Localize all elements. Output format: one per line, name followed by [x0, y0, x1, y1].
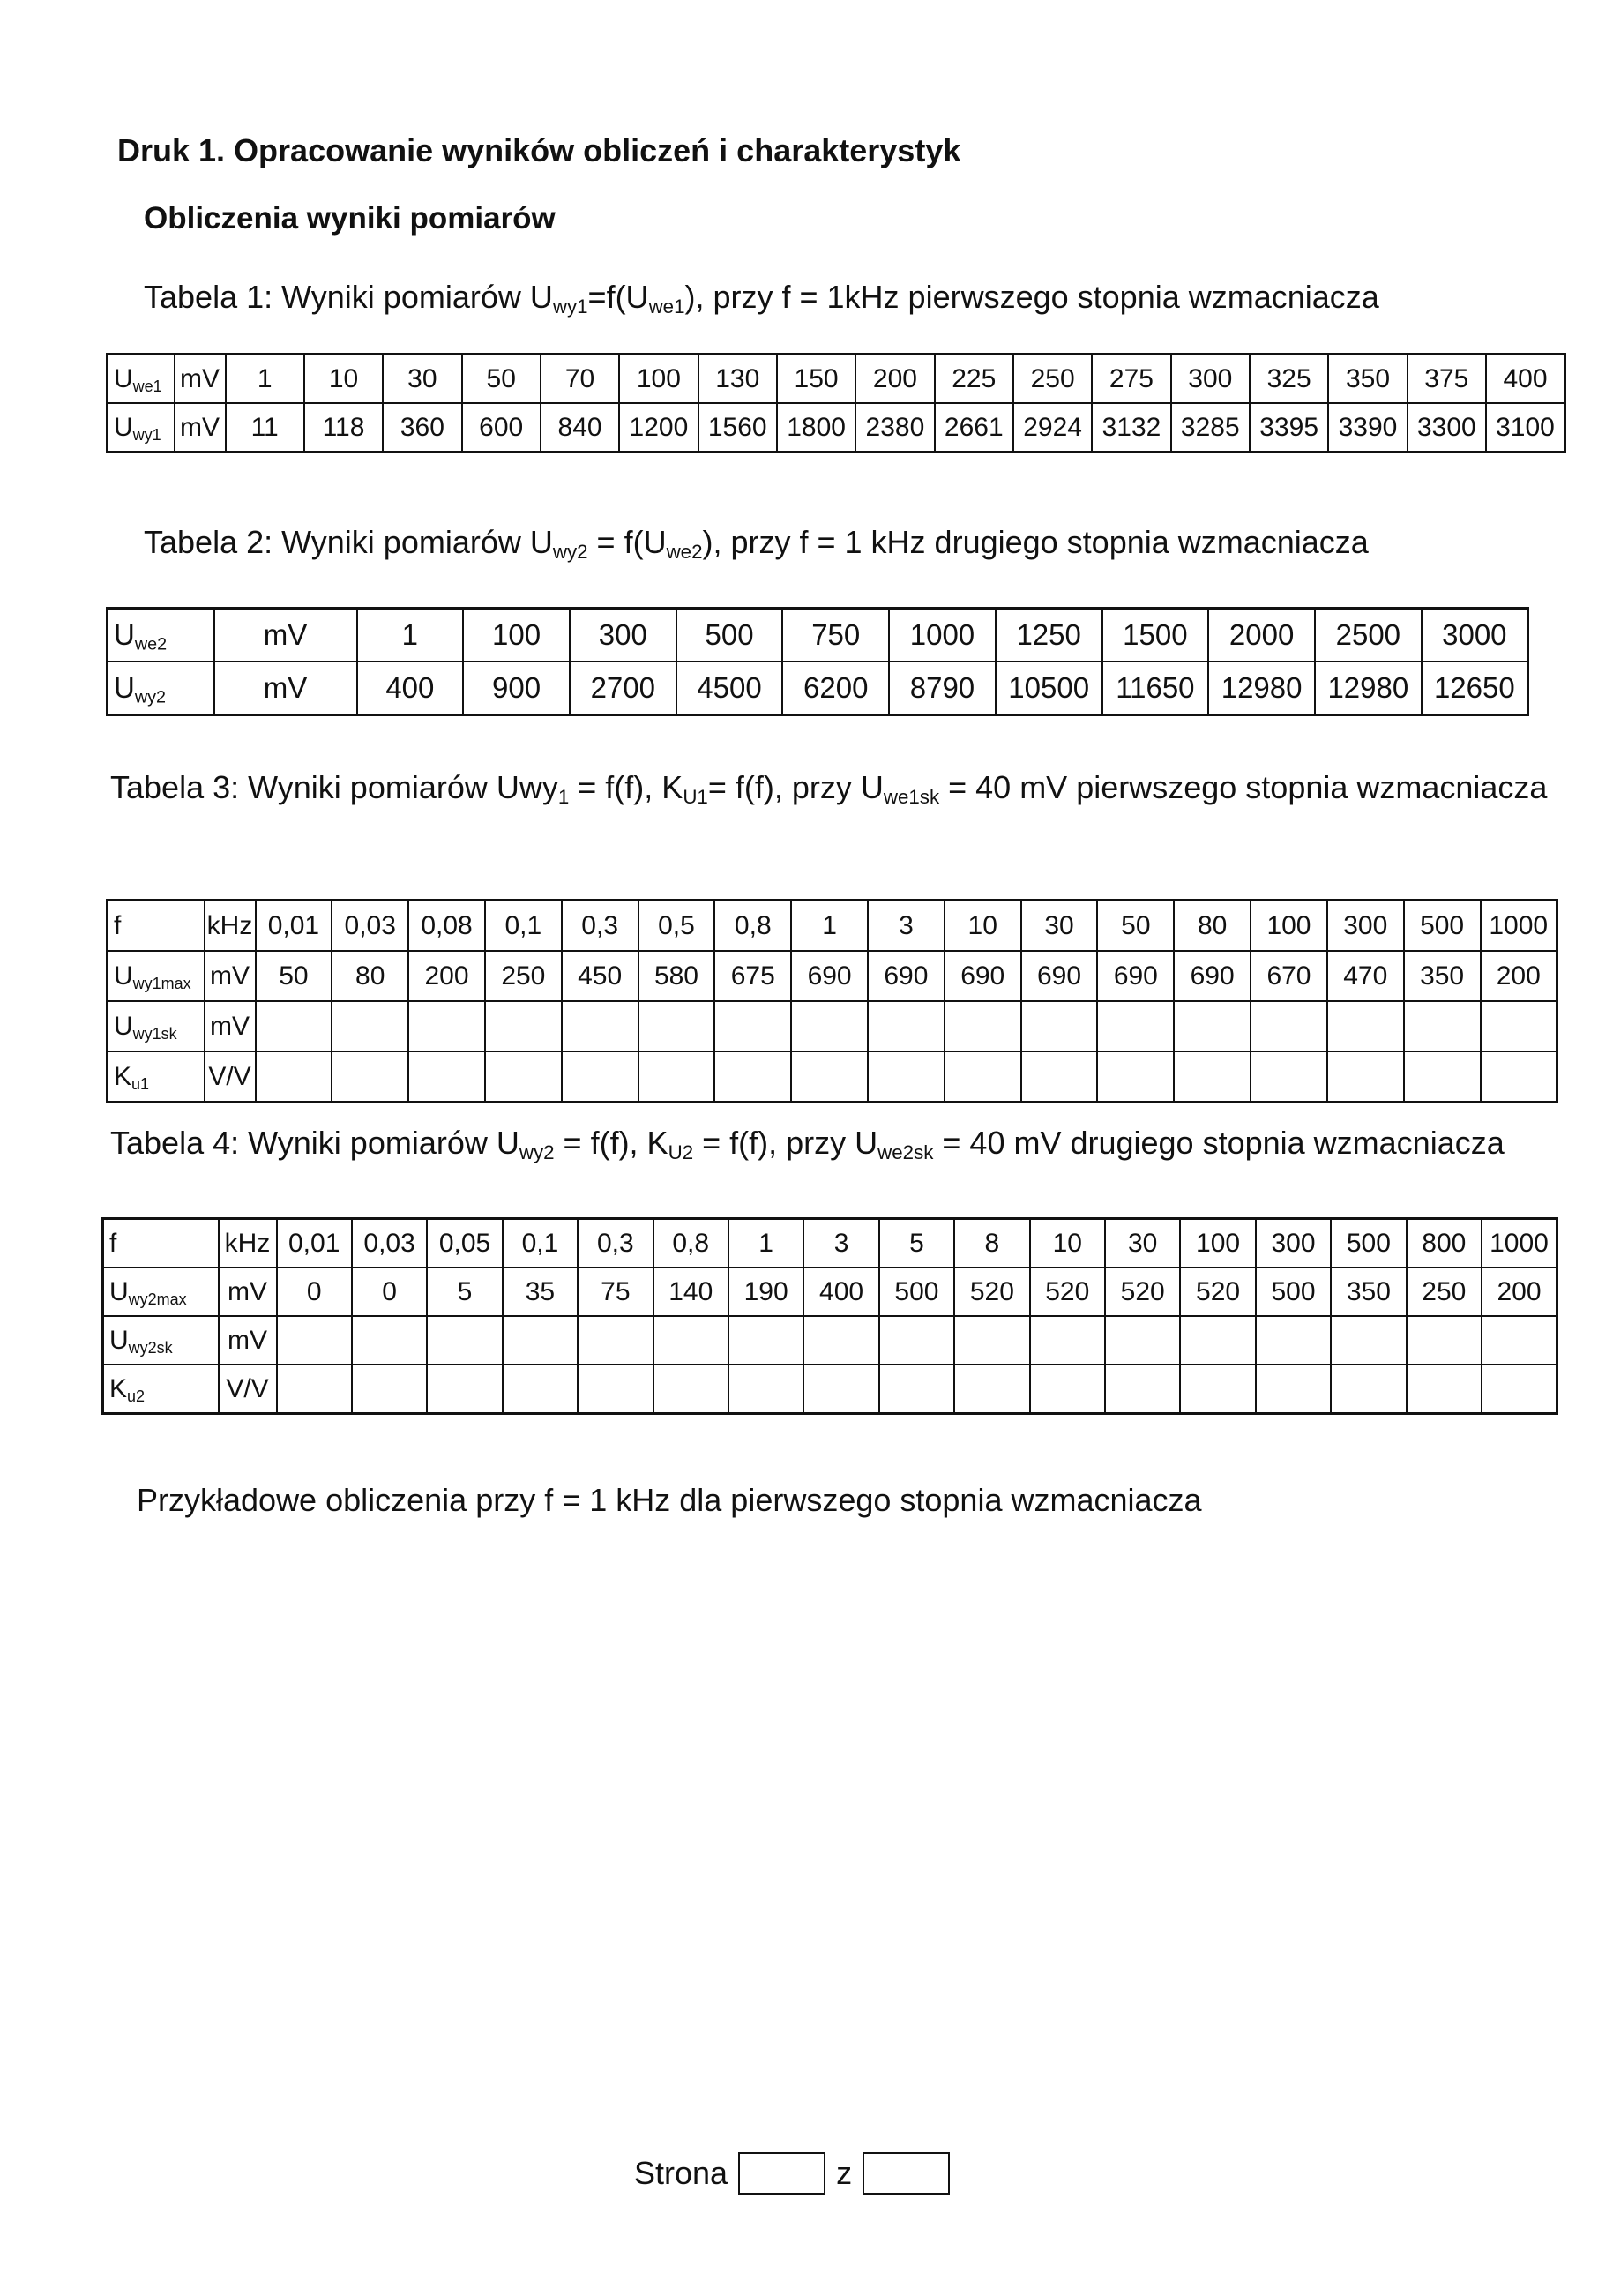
value-cell: 0,5 [638, 901, 715, 952]
value-cell[interactable] [1105, 1365, 1180, 1414]
value-cell: 30 [1105, 1219, 1180, 1268]
value-cell[interactable] [1180, 1365, 1255, 1414]
value-cell: 0,03 [332, 901, 408, 952]
table-row [108, 901, 1557, 952]
value-cell: 375 [1408, 355, 1486, 404]
value-cell: 225 [935, 355, 1013, 404]
table3-caption: Tabela 3: Wyniki pomiarów Uwy$_1$ = f(f), $K_{U1}= f(f)$, przy $U_{we1sk} = 40$ mV pierwszego stopnia wzmacniacza [110, 769, 1548, 809]
value-cell: 1250 [996, 609, 1102, 662]
unit-cell: V/V [205, 1051, 256, 1103]
value-cell: 3 [803, 1219, 878, 1268]
value-cell[interactable] [1481, 1051, 1557, 1103]
value-cell: 500 [1404, 901, 1481, 952]
value-cell: 1 [728, 1219, 803, 1268]
value-cell: 8 [954, 1219, 1029, 1268]
value-cell[interactable] [1407, 1365, 1482, 1414]
value-cell[interactable] [1105, 1316, 1180, 1365]
value-cell: 690 [945, 951, 1021, 1001]
value-cell: 0,05 [427, 1219, 502, 1268]
value-cell: 450 [562, 951, 638, 1001]
value-cell[interactable] [1251, 1051, 1327, 1103]
value-cell[interactable] [1407, 1316, 1482, 1365]
value-cell[interactable] [945, 1001, 1021, 1051]
value-cell: 3100 [1486, 403, 1565, 452]
value-cell: 80 [1174, 901, 1251, 952]
value-cell: 500 [1331, 1219, 1406, 1268]
value-cell[interactable] [1251, 1001, 1327, 1051]
value-cell: 275 [1092, 355, 1170, 404]
unit-cell: V/V [219, 1365, 277, 1414]
value-cell[interactable] [653, 1316, 728, 1365]
value-cell[interactable] [1482, 1365, 1557, 1414]
value-cell: 690 [1174, 951, 1251, 1001]
value-cell[interactable] [1331, 1316, 1406, 1365]
value-cell: 1 [791, 901, 868, 952]
value-cell: 5 [879, 1219, 954, 1268]
value-cell[interactable] [1030, 1316, 1105, 1365]
table2-caption: Tabela 2: Wyniki pomiarów $U_{wy2} = f(U_{we2})$, przy f = 1 kHz drugiego stopnia wzmacniacza [144, 524, 1369, 564]
value-cell: 300 [570, 609, 676, 662]
value-cell: 75 [578, 1268, 653, 1316]
table-row [108, 662, 1528, 715]
value-cell: 250 [1407, 1268, 1482, 1316]
value-cell: 350 [1328, 355, 1407, 404]
row-label: $K_{u2}$ [103, 1365, 219, 1414]
value-cell: 2000 [1208, 609, 1315, 662]
value-cell[interactable] [1404, 1051, 1481, 1103]
unit-cell: kHz [205, 901, 256, 952]
value-cell[interactable] [1327, 1051, 1404, 1103]
row-label: $U_{we2}$ [108, 609, 214, 662]
value-cell: 675 [714, 951, 791, 1001]
value-cell: 1800 [777, 403, 855, 452]
unit-cell: kHz [219, 1219, 277, 1268]
value-cell: 100 [463, 609, 570, 662]
value-cell: 130 [698, 355, 777, 404]
table4-caption: Tabela 4: Wyniki pomiarów $U_{wy2} = f(f)$, $K_{U2} = f(f)$, przy $U_{we2sk} = 40$ mV drugiego stopnia wzmacniacza [110, 1125, 1505, 1164]
value-cell: 3300 [1408, 403, 1486, 452]
page-label: Strona [634, 2155, 728, 2191]
value-cell: 1000 [889, 609, 996, 662]
value-cell: 1560 [698, 403, 777, 452]
table-row [108, 1001, 1557, 1051]
value-cell[interactable] [1481, 1001, 1557, 1051]
value-cell: 1200 [619, 403, 698, 452]
value-cell: 3395 [1250, 403, 1328, 452]
value-cell: 0,03 [352, 1219, 427, 1268]
value-cell[interactable] [1097, 1001, 1174, 1051]
row-label: f [103, 1219, 219, 1268]
value-cell: 50 [256, 951, 332, 1001]
table-row [108, 1051, 1557, 1103]
value-cell: 8790 [889, 662, 996, 715]
value-cell: 690 [791, 951, 868, 1001]
value-cell: 840 [541, 403, 619, 452]
unit-cell: mV [214, 662, 357, 715]
value-cell[interactable] [728, 1365, 803, 1414]
row-label: $K_{u1}$ [108, 1051, 205, 1103]
value-cell: 600 [462, 403, 541, 452]
value-cell: 690 [868, 951, 945, 1001]
value-cell: 0,01 [277, 1219, 352, 1268]
value-cell: 3 [868, 901, 945, 952]
section-subtitle: Obliczenia wyniki pomiarów [144, 201, 556, 236]
value-cell[interactable] [503, 1365, 578, 1414]
value-cell: 0,08 [408, 901, 485, 952]
value-cell: 0 [277, 1268, 352, 1316]
row-label: $U_{wy2sk}$ [103, 1316, 219, 1365]
value-cell: 10 [945, 901, 1021, 952]
row-label: $U_{we1}$ [108, 355, 175, 404]
value-cell[interactable] [485, 1051, 562, 1103]
value-cell: 3000 [1422, 609, 1528, 662]
value-cell: 35 [503, 1268, 578, 1316]
value-cell: 200 [855, 355, 934, 404]
row-label: $U_{wy2}$ [108, 662, 214, 715]
value-cell: 100 [1180, 1219, 1255, 1268]
table-row [103, 1219, 1557, 1268]
value-cell: 670 [1251, 951, 1327, 1001]
value-cell[interactable] [803, 1365, 878, 1414]
value-cell: 2924 [1013, 403, 1092, 452]
value-cell[interactable] [1097, 1051, 1174, 1103]
value-cell: 200 [1481, 951, 1557, 1001]
value-cell[interactable] [638, 1001, 715, 1051]
unit-cell: mV [175, 403, 226, 452]
value-cell[interactable] [1180, 1316, 1255, 1365]
value-cell[interactable] [653, 1365, 728, 1414]
value-cell: 150 [777, 355, 855, 404]
row-label: $U_{wy2max}$ [103, 1268, 219, 1316]
table-row [103, 1268, 1557, 1316]
value-cell: 190 [728, 1268, 803, 1316]
value-cell: 0,01 [256, 901, 332, 952]
value-cell: 500 [1256, 1268, 1331, 1316]
value-cell: 0,3 [562, 901, 638, 952]
value-cell: 0,1 [503, 1219, 578, 1268]
value-cell: 0,3 [578, 1219, 653, 1268]
value-cell[interactable] [256, 1001, 332, 1051]
value-cell[interactable] [256, 1051, 332, 1103]
value-cell: 580 [638, 951, 715, 1001]
value-cell[interactable] [503, 1316, 578, 1365]
value-cell[interactable] [879, 1316, 954, 1365]
value-cell: 4500 [676, 662, 783, 715]
value-cell: 500 [676, 609, 783, 662]
value-cell: 3132 [1092, 403, 1170, 452]
value-cell: 250 [1013, 355, 1092, 404]
unit-cell: mV [219, 1268, 277, 1316]
value-cell[interactable] [408, 1051, 485, 1103]
value-cell[interactable] [791, 1051, 868, 1103]
value-cell[interactable] [1030, 1365, 1105, 1414]
of-label: z [836, 2155, 853, 2191]
table-row [103, 1365, 1557, 1414]
value-cell: 10500 [996, 662, 1102, 715]
value-cell: 750 [782, 609, 889, 662]
value-cell: 3390 [1328, 403, 1407, 452]
value-cell: 300 [1171, 355, 1250, 404]
value-cell[interactable] [1482, 1316, 1557, 1365]
value-cell: 690 [1097, 951, 1174, 1001]
unit-cell: mV [205, 1001, 256, 1051]
value-cell[interactable] [954, 1316, 1029, 1365]
value-cell: 50 [462, 355, 541, 404]
table-row [108, 609, 1528, 662]
unit-cell: mV [175, 355, 226, 404]
value-cell: 140 [653, 1268, 728, 1316]
page-total-box[interactable] [863, 2152, 950, 2195]
value-cell: 50 [1097, 901, 1174, 952]
value-cell[interactable] [408, 1001, 485, 1051]
value-cell: 11650 [1102, 662, 1209, 715]
value-cell: 690 [1021, 951, 1098, 1001]
value-cell[interactable] [352, 1365, 427, 1414]
value-cell[interactable] [332, 1001, 408, 1051]
value-cell: 800 [1407, 1219, 1482, 1268]
value-cell[interactable] [868, 1001, 945, 1051]
value-cell: 2700 [570, 662, 676, 715]
unit-cell: mV [219, 1316, 277, 1365]
value-cell[interactable] [879, 1365, 954, 1414]
value-cell[interactable] [427, 1316, 502, 1365]
value-cell: 200 [1482, 1268, 1557, 1316]
value-cell: 350 [1331, 1268, 1406, 1316]
row-label: $U_{wy1sk}$ [108, 1001, 205, 1051]
value-cell: 70 [541, 355, 619, 404]
value-cell[interactable] [1256, 1365, 1331, 1414]
value-cell[interactable] [485, 1001, 562, 1051]
value-cell: 80 [332, 951, 408, 1001]
value-cell: 1 [226, 355, 304, 404]
unit-cell: mV [214, 609, 357, 662]
value-cell: 12980 [1315, 662, 1422, 715]
row-label: f [108, 901, 205, 952]
unit-cell: mV [205, 951, 256, 1001]
value-cell: 0 [352, 1268, 427, 1316]
row-label: $U_{wy1max}$ [108, 951, 205, 1001]
table1-caption: Tabela 1: Wyniki pomiarów $U_{wy1}=f(U_{we1})$, przy f = 1kHz pierwszego stopnia wzmacniacza [144, 279, 1379, 318]
value-cell: 2500 [1315, 609, 1422, 662]
value-cell: 0,8 [653, 1219, 728, 1268]
value-cell[interactable] [638, 1051, 715, 1103]
value-cell[interactable] [562, 1001, 638, 1051]
value-cell: 0,8 [714, 901, 791, 952]
value-cell: 12980 [1208, 662, 1315, 715]
value-cell[interactable] [954, 1365, 1029, 1414]
value-cell: 250 [485, 951, 562, 1001]
value-cell[interactable] [332, 1051, 408, 1103]
document-title: Druk 1. Opracowanie wyników obliczeń i charakterystyk [117, 132, 961, 168]
value-cell: 10 [304, 355, 383, 404]
table-row [103, 1316, 1557, 1365]
value-cell: 300 [1327, 901, 1404, 952]
value-cell: 30 [1021, 901, 1098, 952]
value-cell[interactable] [791, 1001, 868, 1051]
value-cell[interactable] [714, 1001, 791, 1051]
value-cell[interactable] [945, 1051, 1021, 1103]
value-cell[interactable] [427, 1365, 502, 1414]
value-cell: 350 [1404, 951, 1481, 1001]
value-cell: 300 [1256, 1219, 1331, 1268]
value-cell: 3285 [1171, 403, 1250, 452]
value-cell: 100 [1251, 901, 1327, 952]
value-cell: 520 [1030, 1268, 1105, 1316]
value-cell: 2380 [855, 403, 934, 452]
value-cell: 470 [1327, 951, 1404, 1001]
value-cell: 400 [803, 1268, 878, 1316]
value-cell: 1000 [1482, 1219, 1557, 1268]
value-cell: 520 [1105, 1268, 1180, 1316]
value-cell: 12650 [1422, 662, 1528, 715]
value-cell[interactable] [728, 1316, 803, 1365]
value-cell[interactable] [1174, 1051, 1251, 1103]
value-cell[interactable] [562, 1051, 638, 1103]
value-cell[interactable] [1174, 1001, 1251, 1051]
value-cell: 1000 [1481, 901, 1557, 952]
value-cell: 0,1 [485, 901, 562, 952]
value-cell[interactable] [352, 1316, 427, 1365]
value-cell: 118 [304, 403, 383, 452]
page-number-footer [634, 2152, 960, 2195]
value-cell[interactable] [714, 1051, 791, 1103]
value-cell[interactable] [1021, 1001, 1098, 1051]
value-cell[interactable] [277, 1316, 352, 1365]
value-cell: 10 [1030, 1219, 1105, 1268]
value-cell: 1 [357, 609, 464, 662]
value-cell[interactable] [277, 1365, 352, 1414]
value-cell: 360 [383, 403, 461, 452]
value-cell: 30 [383, 355, 461, 404]
value-cell[interactable] [1331, 1365, 1406, 1414]
table-row [108, 355, 1565, 404]
value-cell[interactable] [803, 1316, 878, 1365]
value-cell[interactable] [578, 1365, 653, 1414]
value-cell[interactable] [1327, 1001, 1404, 1051]
table-row [108, 403, 1565, 452]
value-cell: 520 [1180, 1268, 1255, 1316]
table1 [106, 353, 1566, 453]
value-cell[interactable] [1404, 1001, 1481, 1051]
value-cell: 400 [1486, 355, 1565, 404]
page-number-box[interactable] [738, 2152, 825, 2195]
value-cell: 200 [408, 951, 485, 1001]
value-cell[interactable] [1021, 1051, 1098, 1103]
row-label: $U_{wy1}$ [108, 403, 175, 452]
value-cell: 500 [879, 1268, 954, 1316]
table3 [106, 899, 1558, 1103]
table4 [101, 1217, 1558, 1415]
value-cell: 325 [1250, 355, 1328, 404]
value-cell[interactable] [1256, 1316, 1331, 1365]
value-cell[interactable] [578, 1316, 653, 1365]
value-cell: 400 [357, 662, 464, 715]
example-calculation-note: Przykładowe obliczenia przy f = 1 kHz dla pierwszego stopnia wzmacniacza [137, 1482, 1202, 1518]
table-row [108, 951, 1557, 1001]
value-cell: 1500 [1102, 609, 1209, 662]
table2 [106, 607, 1529, 716]
value-cell: 520 [954, 1268, 1029, 1316]
value-cell: 900 [463, 662, 570, 715]
value-cell: 100 [619, 355, 698, 404]
value-cell: 2661 [935, 403, 1013, 452]
value-cell: 6200 [782, 662, 889, 715]
value-cell[interactable] [868, 1051, 945, 1103]
value-cell: 5 [427, 1268, 502, 1316]
value-cell: 11 [226, 403, 304, 452]
